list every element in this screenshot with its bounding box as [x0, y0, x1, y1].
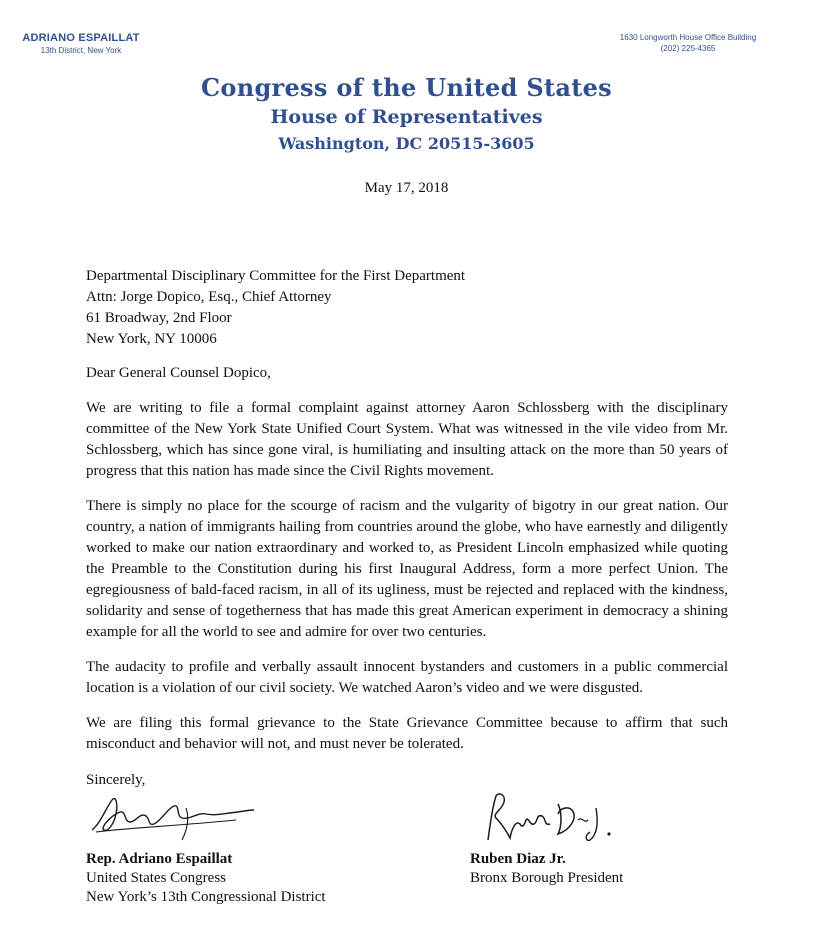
recipient-line: 61 Broadway, 2nd Floor [86, 310, 232, 326]
closing: Sincerely, [86, 772, 146, 788]
signer-name: Rep. Adriano Espaillat [86, 851, 233, 867]
masthead-house: House of Representatives [270, 106, 543, 128]
masthead-congress: Congress of the United States [200, 73, 612, 102]
body-paragraph: We are writing to file a formal complaint against attorney Aaron Schlossberg with the disciplinary committee of the New York State Unified Court System. What was witnessed in the vile video from Mr. Schlossberg, which has since gone viral, is humiliating and insulting attack on the more than 50 years of progress that this nation has made since the Civil Rights movement. [86, 400, 728, 479]
masthead [0, 72, 813, 157]
masthead-city: Washington, DC 20515-3605 [278, 134, 535, 153]
recipient-address [86, 266, 728, 350]
signature-espaillat [86, 786, 256, 846]
office-address: 1630 Longworth House Office Building [619, 33, 757, 42]
recipient-line: New York, NY 10006 [86, 331, 217, 347]
recipient-line: Departmental Disciplinary Committee for the First Department [86, 268, 466, 284]
body-paragraph: The audacity to profile and verbally assault innocent bystanders and customers in a public commercial location is a violation of our civil society. We watched Aaron’s video and we were disgusted. [86, 659, 728, 696]
signer-name: Ruben Diaz Jr. [470, 851, 566, 867]
recipient-line: Attn: Jorge Dopico, Esq., Chief Attorney [86, 289, 332, 305]
signer-espaillat [86, 850, 326, 907]
signer-role: United States Congress [86, 870, 226, 886]
body-paragraph: There is simply no place for the scourge of racism and the vulgarity of bigotry in our great nation. Our country, a nation of immigrants hailing from countries around the globe, who have earnestly and diligently worked to make our nation extraordinary and worked to, as President Lincoln emphasized while quoting the Preamble to the Constitution during his first Inaugural Address, form a more perfect Union. The egregiousness of bald-faced racism, in all of its ugliness, must be rejected and replaced with the kindness, solidarity and sense of togetherness that has made this great American experiment in democracy a shining example for all the world to see and admire for over two centuries. [86, 498, 728, 640]
signer-diaz [470, 850, 623, 888]
letter-body [86, 266, 728, 791]
signer-role: Bronx Borough President [470, 870, 624, 886]
salutation: Dear General Counsel Dopico, [86, 365, 271, 381]
letterhead-left [6, 32, 156, 55]
member-name: ADRIANO ESPAILLAT [22, 32, 140, 44]
signature-diaz [478, 790, 618, 846]
letterhead-right [583, 32, 793, 54]
member-district: 13th District, New York [40, 46, 122, 55]
letter-date: May 17, 2018 [364, 180, 449, 196]
body-paragraph: We are filing this formal grievance to the State Grievance Committee because to affirm that such misconduct and behavior will not, and must never be tolerated. [86, 715, 728, 752]
office-phone: (202) 225-4365 [660, 44, 716, 53]
signer-detail: New York’s 13th Congressional District [86, 889, 326, 905]
